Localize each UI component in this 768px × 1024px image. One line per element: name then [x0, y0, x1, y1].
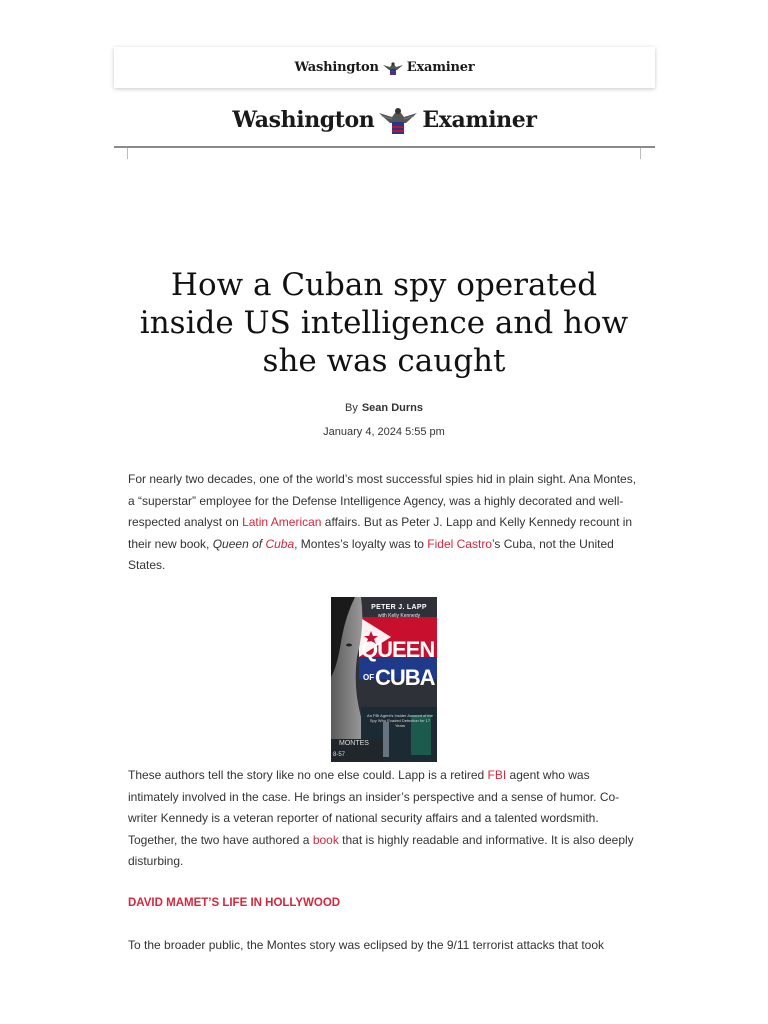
- link-fidel-castro[interactable]: Fidel Castro: [427, 536, 492, 551]
- paragraph-text: affairs. But as Peter J. Lapp and Kelly Kennedy recount in their new book,: [128, 515, 633, 551]
- book-cover-sign-number: 8-57: [333, 752, 346, 758]
- paragraph-text: , Montes’s loyalty was to: [294, 536, 428, 551]
- eagle-icon: [378, 103, 418, 137]
- book-cover-sign: MONTES: [339, 740, 369, 747]
- masthead-small-logo[interactable]: [294, 59, 474, 77]
- divider-tick-left: [127, 148, 128, 159]
- brand-name-left: Washington: [294, 60, 379, 75]
- brand-name-right-large: Examiner: [422, 107, 537, 133]
- book-cover-coauthor: with Kelly Kennedy: [377, 613, 421, 619]
- book-title-italic: Queen of: [212, 536, 266, 551]
- paragraph-text: For nearly two decades, one of the world’s most successful spies hid in plain sight. Ana Montes, a “superstar” employee for the Defense Intelligence Agency, was a highly decorated and well-respected analyst on: [128, 472, 637, 530]
- paragraph-text: To the broader public, the Montes story was eclipsed by the 9/11 terrorist attacks that took: [128, 938, 605, 952]
- book-cover-title-bottom: CUBA: [375, 665, 435, 690]
- divider-tick-right: [640, 148, 641, 159]
- eagle-icon: [382, 59, 404, 77]
- sticky-header: [114, 47, 655, 88]
- brand-name-left-large: Washington: [232, 107, 375, 133]
- publish-date: January 4, 2024 5:55 pm: [323, 426, 445, 438]
- paragraph-text: ’s Cuba, not the United States.: [128, 536, 614, 573]
- book-cover-author: PETER J. LAPP: [371, 604, 427, 611]
- link-fbi[interactable]: FBI: [487, 768, 507, 782]
- paragraph-text: that is highly readable and informative. It is also deeply disturbing.: [128, 832, 634, 869]
- author-link[interactable]: Sean Durns: [361, 402, 423, 414]
- link-book[interactable]: book: [312, 832, 339, 847]
- related-article-link[interactable]: DAVID MAMET’S LIFE IN HOLLYWOOD: [128, 897, 341, 909]
- byline: [0, 402, 768, 414]
- paragraph-text: agent who was intimately involved in the case. He brings an insider’s perspective and a sense of humor. Co-writer Kennedy is a veteran reporter of national security affairs and a talented wordsmith. Together, the two have authored a: [128, 768, 620, 847]
- paragraph-text: These authors tell the story like no one else could. Lapp is a retired: [128, 768, 488, 782]
- brand-name-right: Examiner: [406, 60, 475, 75]
- article-paragraph: [128, 765, 640, 873]
- book-cover-title-top: QUEEN: [361, 637, 435, 662]
- link-latin-american[interactable]: Latin American: [242, 515, 322, 530]
- book-cover-subtitle: An FBI Agent's Insider Account of the Spy Who Evaded Detection for 17 Years: [367, 713, 433, 728]
- header-divider: [114, 146, 655, 148]
- book-cover-image[interactable]: [331, 597, 437, 762]
- link-cuba-text: Cuba: [265, 536, 295, 551]
- byline-prefix: By: [345, 402, 358, 414]
- masthead-logo[interactable]: [114, 96, 655, 144]
- article-paragraph: [128, 935, 640, 957]
- book-cover-title-of: OF: [363, 673, 375, 682]
- article-title: How a Cuban spy operated inside US intelligence and how she was caught: [139, 267, 629, 379]
- article-paragraph: [128, 469, 640, 577]
- link-cuba[interactable]: [265, 537, 294, 551]
